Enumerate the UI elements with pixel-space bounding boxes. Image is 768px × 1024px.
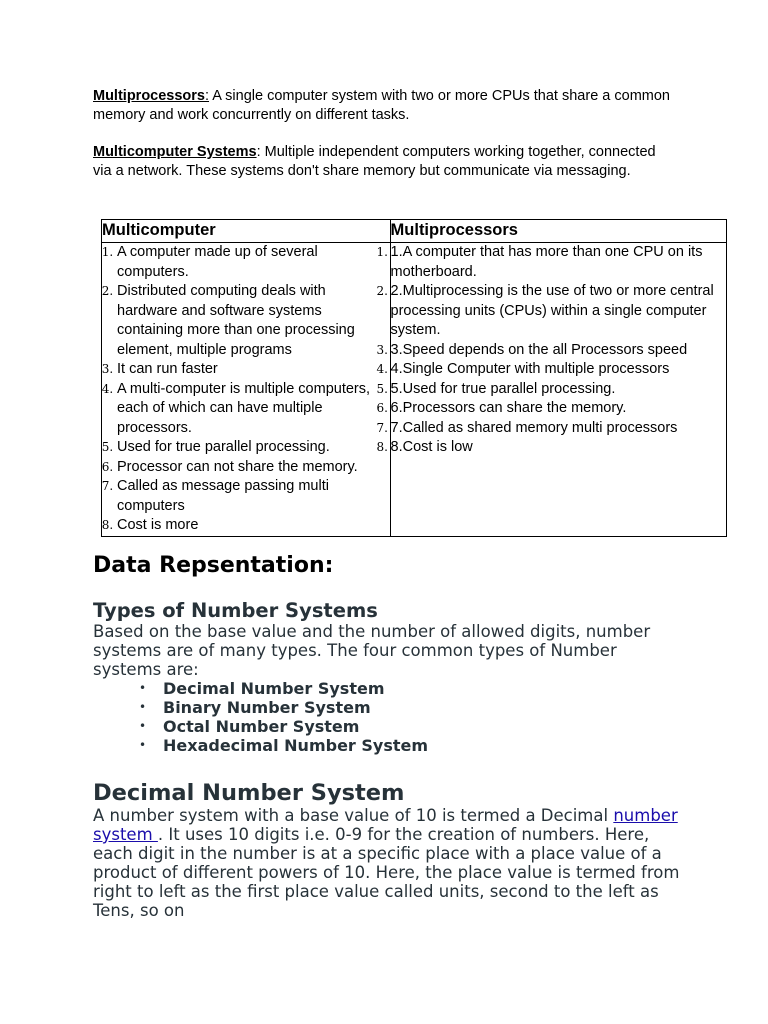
colon: : [256, 144, 261, 160]
multiprocessors-cell [376, 243, 726, 537]
decimal-heading: Decimal Number System [93, 780, 405, 806]
list-number: 1. [376, 245, 388, 259]
types-list [93, 679, 428, 755]
types-intro: Based on the base value and the number of allowed digits, number systems are of many types. The four common types of Number systems are: [93, 622, 651, 679]
list-item [369, 360, 726, 380]
list-number: 7. [376, 420, 388, 435]
header-multiprocessors: Multiprocessors [390, 220, 726, 243]
decimal-text-before: A number system with a base value of 10 is termed a Decimal [93, 806, 614, 825]
list-number: 4. [376, 362, 388, 376]
list-item: • Hexadecimal Number System [93, 736, 428, 755]
table-header-row [102, 220, 727, 243]
list-text: 4.Single Computer with multiple processors [390, 361, 670, 377]
list-text: 8.Cost is low [390, 439, 473, 455]
list-text: 5.Used for true parallel processing. [390, 380, 616, 397]
list-item: • Decimal Number System [93, 679, 428, 698]
list-item: 5. Used for true parallel processing. [117, 438, 390, 458]
list-text: 3.Speed depends on the all Processors speed [390, 341, 688, 358]
list-item: 7. Called as message passing multi computers [117, 477, 390, 516]
multicomputer-text: Multiple independent computers working together, connected via a network. These systems don't share memory but communicate via messaging. [93, 144, 656, 179]
list-item: 2. Distributed computing deals with hardware and software systems containing more than one processing element, multiple programs [117, 282, 390, 360]
list-item: • Binary Number System [93, 698, 428, 717]
list-item [369, 282, 726, 341]
list-item: 8. Cost is more [117, 516, 390, 536]
types-heading: Types of Number Systems [93, 599, 378, 622]
multicomputer-definition [93, 143, 673, 181]
list-text: 1.A computer that has more than one CPU on its motherboard. [390, 244, 703, 280]
list-number: 5. [376, 381, 388, 396]
comparison-table [101, 219, 727, 537]
multiprocessors-term: Multiprocessors [93, 88, 205, 104]
list-item [369, 380, 726, 400]
list-item [369, 438, 726, 458]
multiprocessors-text: A single computer system with two or more CPUs that share a common memory and work concurrently on different tasks. [93, 88, 670, 123]
decimal-text-after: . It uses 10 digits i.e. 0-9 for the creation of numbers. Here, each digit in the number is at a specific place with a place value of a product of different powers of 10. Here, the place value is termed from right to left as the first place value called units, second to the left as Tens, so on [93, 825, 680, 920]
list-text: 6.Processors can share the memory. [390, 400, 627, 416]
header-multicomputer: Multicomputer [102, 220, 391, 243]
colon: : [205, 88, 210, 104]
list-text: 7.Called as shared memory multi processors [390, 419, 678, 436]
list-item [369, 399, 726, 419]
list-item [369, 341, 726, 361]
multicomputer-list [102, 243, 390, 536]
list-item: 1. A computer made up of several computers. [117, 243, 390, 282]
list-number: 8. [376, 440, 388, 454]
list-item: • Octal Number System [93, 717, 428, 736]
list-text: 2.Multiprocessing is the use of two or more central processing units (CPUs) within a single computer system. [390, 283, 714, 338]
definitions [93, 87, 673, 181]
list-item: 6. Processor can not share the memory. [117, 458, 390, 478]
section-title: Data Repsentation: [93, 553, 334, 578]
multicomputer-term: Multicomputer Systems [93, 144, 257, 160]
multicomputer-cell [102, 243, 391, 537]
decimal-paragraph [93, 806, 683, 920]
list-item: 3. It can run faster [117, 360, 390, 380]
list-number: 6. [376, 401, 388, 415]
list-item [369, 419, 726, 439]
list-number: 2. [376, 284, 388, 298]
multiprocessors-definition [93, 87, 673, 125]
number-system-link[interactable]: number system [93, 806, 678, 844]
list-item: 4. A multi-computer is multiple computers, each of which can have multiple processors. [117, 380, 390, 439]
multiprocessors-list [369, 243, 726, 458]
table-row [102, 243, 727, 537]
list-number: 3. [376, 342, 388, 357]
list-item [369, 243, 726, 282]
